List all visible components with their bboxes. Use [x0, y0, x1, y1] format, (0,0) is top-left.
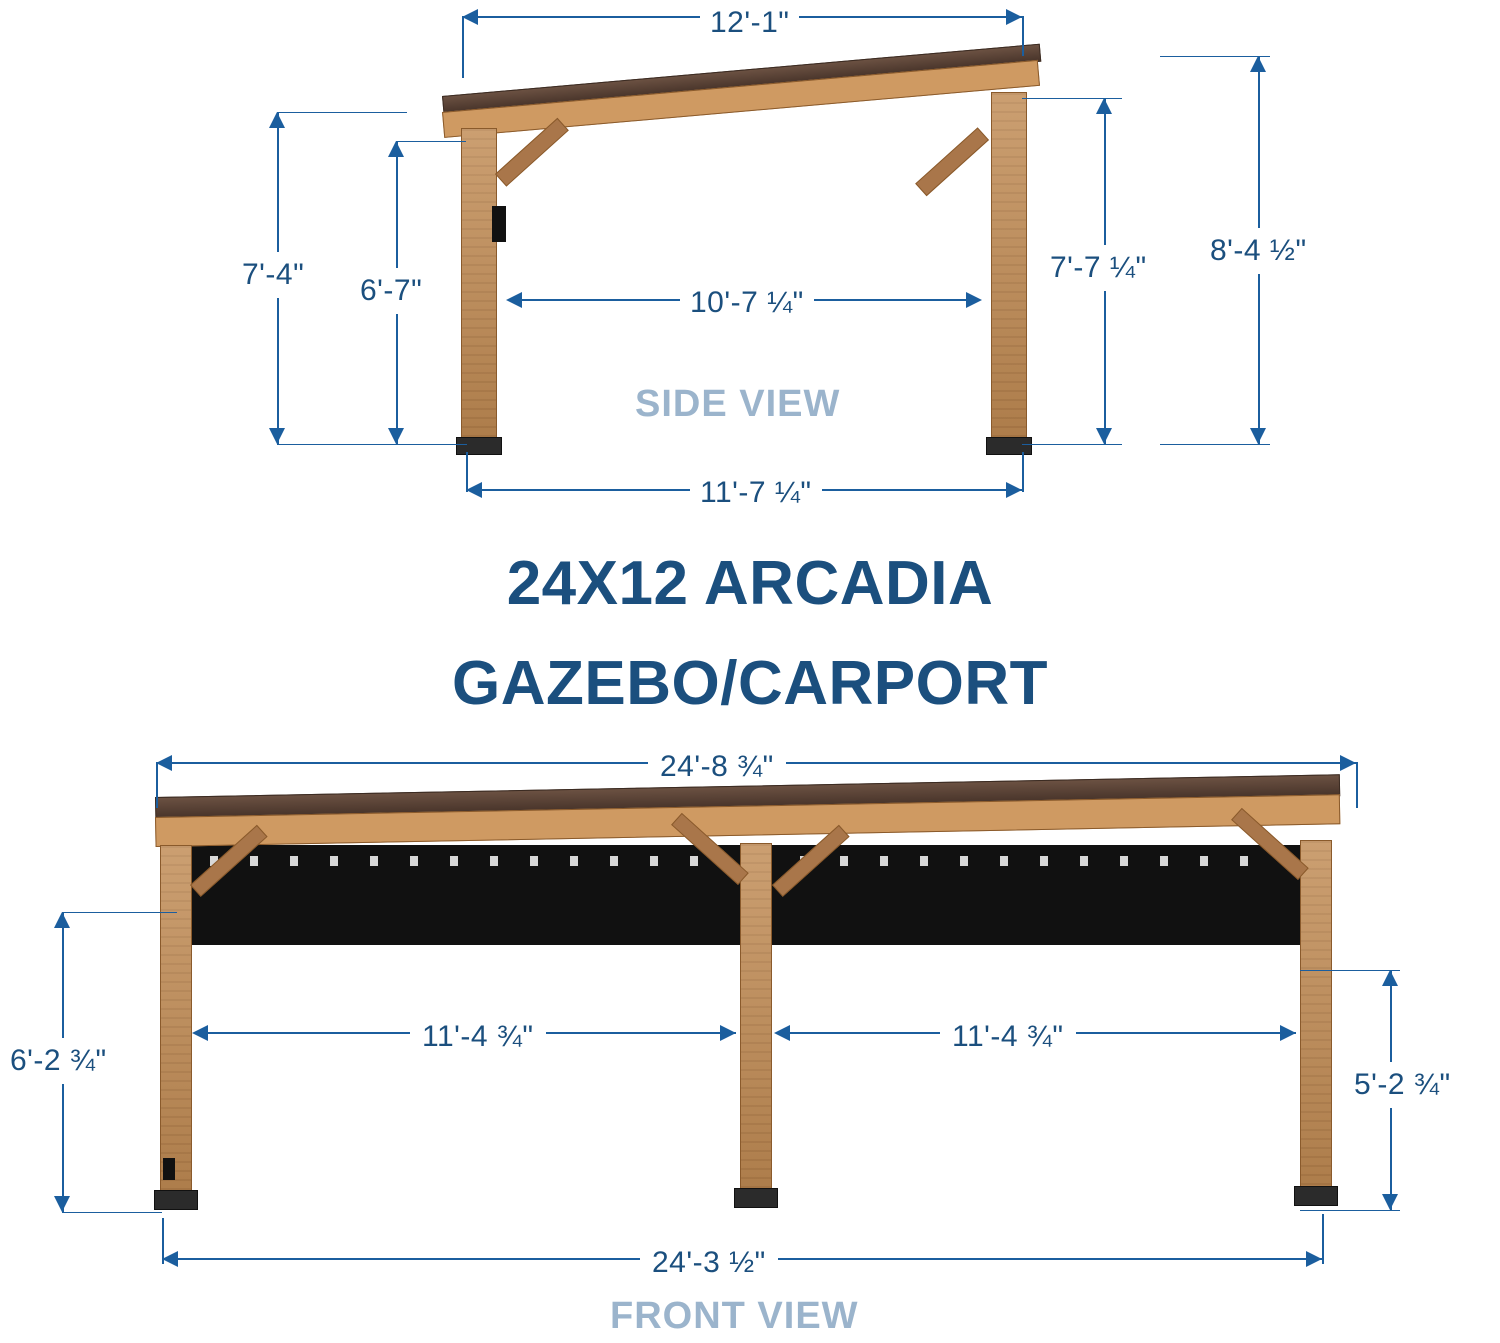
front-post-height-right-tick-top: [1300, 970, 1400, 971]
side-base-width-ext-right: [1022, 452, 1024, 492]
side-top-width-arrow-right: [1006, 9, 1022, 25]
front-post-height-right-arrow-down: [1382, 1194, 1398, 1210]
front-base-width-ext-left: [162, 1218, 164, 1264]
side-post-height-left-tick-bottom: [277, 444, 467, 445]
side-top-width-arrow-left: [462, 9, 478, 25]
side-post-bracket: [492, 206, 506, 242]
side-post-height-left-label: 7'-4": [238, 252, 308, 298]
side-top-width-ext-right: [1022, 16, 1024, 56]
front-bay-right-arrow-right: [1280, 1025, 1296, 1041]
side-inner-span-arrow-right: [966, 292, 982, 308]
front-post-height-right-tick-bottom: [1300, 1210, 1400, 1211]
side-post-height-right-label: 7'-7 ¼": [1046, 245, 1151, 291]
front-post-height-right-label: 5'-2 ¾": [1352, 1062, 1453, 1108]
front-post-height-left-arrow-up: [54, 912, 70, 928]
front-top-width-arrow-left: [156, 755, 172, 771]
side-post-height-left-arrow-up: [269, 112, 285, 128]
front-foot-center: [734, 1188, 778, 1208]
front-post-center: [740, 843, 772, 1203]
front-top-width-ext-left: [156, 762, 158, 808]
front-top-width-label: 24'-8 ¾": [648, 750, 786, 784]
side-post-height-right-arrow-up: [1096, 98, 1112, 114]
side-top-width-ext-left: [462, 16, 464, 78]
front-post-left: [160, 845, 192, 1205]
front-base-width-ext-right: [1322, 1214, 1324, 1264]
front-bay-right-label: 11'-4 ¾": [940, 1020, 1076, 1054]
side-overall-height-tick-top: [1160, 56, 1270, 57]
front-base-width-arrow-right: [1306, 1251, 1322, 1267]
side-overall-height-tick-bottom: [1160, 444, 1270, 445]
side-post-right: [991, 92, 1027, 448]
side-beam-height-left-label: 6'-7": [356, 268, 426, 314]
front-post-height-left-arrow-down: [54, 1196, 70, 1212]
front-post-height-left-label: 6'-2 ¾": [8, 1038, 109, 1084]
side-post-height-right-arrow-down: [1096, 428, 1112, 444]
side-base-width-arrow-right: [1006, 482, 1022, 498]
side-inner-span-arrow-left: [506, 292, 522, 308]
front-view-label: FRONT VIEW: [610, 1295, 859, 1337]
front-base-width-arrow-left: [162, 1251, 178, 1267]
side-beam-height-left-arrow-up: [388, 141, 404, 157]
side-post-left: [461, 128, 497, 448]
side-beam-height-left-tick-top: [396, 141, 466, 142]
front-post-right: [1300, 840, 1332, 1200]
side-overall-height-arrow-up: [1250, 56, 1266, 72]
side-inner-span-label: 10'-7 ¼": [680, 286, 814, 320]
side-brace-right: [915, 127, 989, 196]
front-bay-left-arrow-right: [720, 1025, 736, 1041]
side-overall-height-label: 8'-4 ½": [1206, 228, 1311, 274]
front-post-bracket: [163, 1158, 175, 1180]
front-post-height-left-tick-bottom: [62, 1212, 162, 1213]
side-post-height-left-arrow-down: [269, 428, 285, 444]
front-bay-right-arrow-left: [774, 1025, 790, 1041]
front-bay-left-label: 11'-4 ¾": [410, 1020, 546, 1054]
front-top-width-arrow-right: [1340, 755, 1356, 771]
side-overall-height-arrow-down: [1250, 428, 1266, 444]
page-title-line2: GAZEBO/CARPORT: [452, 649, 1048, 718]
side-view-label: SIDE VIEW: [635, 383, 841, 425]
front-foot-right: [1294, 1186, 1338, 1206]
front-post-height-left-tick-top: [62, 912, 177, 913]
side-post-height-left-tick-top: [277, 112, 407, 113]
side-base-width-arrow-left: [466, 482, 482, 498]
front-bay-left-arrow-left: [192, 1025, 208, 1041]
side-post-height-right-tick-top: [1022, 98, 1122, 99]
side-base-width-label: 11'-7 ¼": [690, 476, 822, 510]
front-base-width-label: 24'-3 ½": [640, 1246, 778, 1280]
page-title-line1: 24X12 ARCADIA: [506, 549, 994, 618]
front-post-height-right-arrow-up: [1382, 970, 1398, 986]
side-beam-height-left-arrow-down: [388, 428, 404, 444]
side-post-height-right-tick-bottom: [1022, 444, 1122, 445]
side-foot-right: [986, 437, 1032, 455]
front-top-width-ext-right: [1356, 762, 1358, 808]
side-base-width-ext-left: [466, 452, 468, 492]
front-foot-left: [154, 1190, 198, 1210]
side-top-width-label: 12'-1": [700, 6, 799, 40]
side-foot-left: [456, 437, 502, 455]
